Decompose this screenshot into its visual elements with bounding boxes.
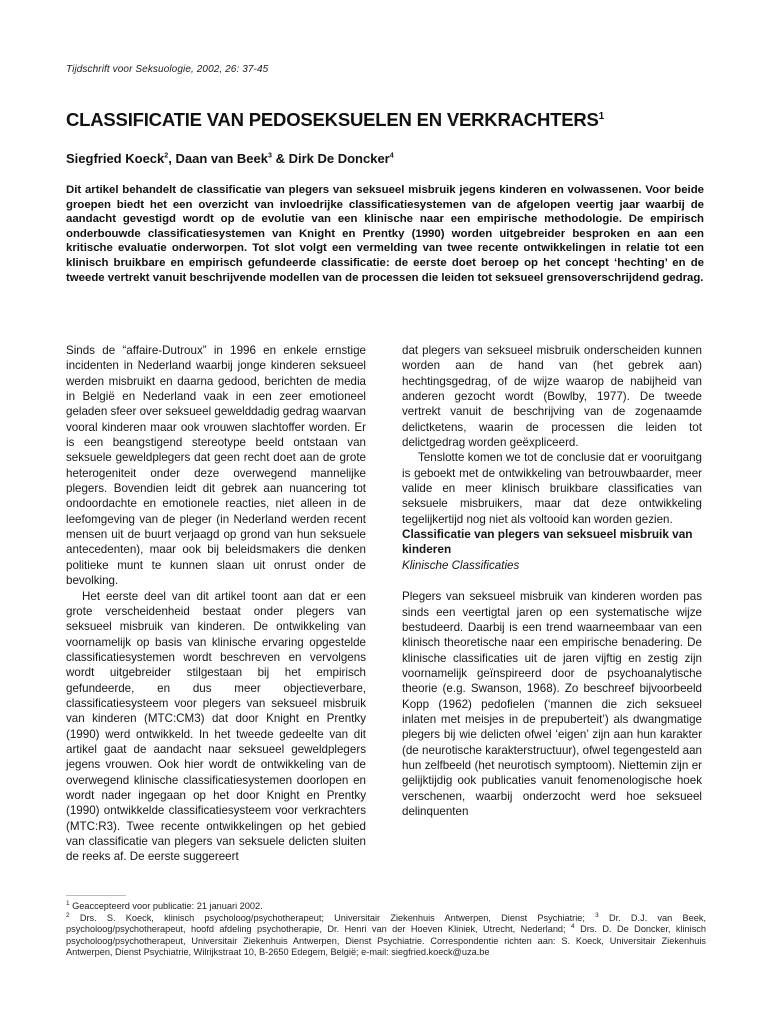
footnote-text: Dr. D.J. van Beek, psycholoog/psychotherapeut, hoofd afdeling psychotherapie, Dr. Henri van der Hoeven Kliniek, Utrecht, Nederland; — [66, 912, 706, 935]
footnote — [66, 901, 706, 913]
author-footnote-mark: 2 — [164, 151, 169, 160]
footnote-text: Drs. S. Koeck, klinisch psycholoog/psychotherapeut; Universitair Ziekenhuis Antwerpen, Dienst Psychiatrie; — [69, 912, 596, 923]
footnote — [66, 913, 706, 959]
author-footnote-mark: 4 — [389, 151, 394, 160]
footnote-text: Geaccepteerd voor publicatie: 21 januari 2002. — [69, 901, 263, 911]
title-footnote-mark: 1 — [598, 110, 605, 122]
left-column — [66, 343, 366, 865]
right-column — [402, 343, 702, 819]
body-paragraph: dat plegers van seksueel misbruik onderscheiden kunnen worden aan de hand van (het gebrek aan) hechtingsgedrag, of de wijze waarop de nabijheid van anderen gezocht wordt (Bowlby, 1977). De tweede vertrekt vanuit de beschrijving van de zogenaamde delictketens, waarin de processen die leiden tot delictgedrag worden geëxpliceerd. — [402, 344, 702, 450]
body-paragraph: Sinds de “affaire-Dutroux” in 1996 en enkele ernstige incidenten in Nederland waarbij jonge kinderen seksueel werden misbruikt en daarna gedood, berichten de media in België en Nederland vaak in een zeer emotioneel geladen sfeer over seksueel gewelddadig gedrag waarvan vooral kinderen maar ook vrouwen slachtoffer worden. Er is een beangstigend stereotype beeld ontstaan van seksuele geweldplegers dat geen recht doet aan de grote heterogeniteit onder deze overwegend mannelijke plegers. Bovendien leidt dit gebrek aan nuancering tot ondoordachte en emotionele reacties, niet alleen in de leefomgeving van de pleger (in Nederland werden recent mensen uit de buurt verjaagd op grond van hun seksuele antecedenten), maar ook bij beleidsmakers die denken politieke munt te kunnen slaan uit onrust onder de bevolking. — [66, 344, 366, 588]
footnote-mark: 1 — [66, 899, 70, 907]
author-name: Dirk De Doncker — [288, 151, 390, 166]
footnote-divider — [66, 895, 126, 896]
section-heading: Classificatie van plegers van seksueel misbruik van kinderen — [402, 527, 693, 557]
author-separator: & — [271, 151, 289, 166]
body-paragraph: Het eerste deel van dit artikel toont aan dat er een grote verscheidenheid bestaat onder plegers van seksueel misbruik van kinderen. De ontwikkeling van voornamelijk op basis van klinische ervaring opgestelde classificatiesystemen wordt beschreven en vervolgens wordt uitgebreider stilgestaan bij het empirisch gefundeerde, en dus meer objectieverbare, classificatiesysteem voor plegers van seksueel misbruik van kinderen (MTC:CM3) dat door Knight en Prentky (1990) werd ontwikkeld. In het tweede gedeelte van dit artikel gaat de aandacht naar seksueel geweldplegers jegens vrouwen. Ook hier wordt de ontwikkeling van de overwegend klinische classificatiesystemen doorlopen en wordt nader ingegaan op het door Knight en Prentky (1990) ontwikkelde classificatiesysteem voor verkrachters (MTC:R3). Twee recente ontwikkelingen op het gebied van classificatie van plegers van seksuele delicten sluiten de reeks af. De eerste suggereert — [66, 589, 366, 864]
footnote-text: Drs. D. De Doncker, klinisch psycholoog/psychotherapeut, Universitair Ziekenhuis Antwerpen, Dienst Psychiatrie. Correspondentie richten aan: S. Koeck, Universitair Ziekenhuis Antwerpen, Dienst Psychiatrie, Wilrijkstraat 10, B-2650 Edegem, België; e-mail: siegfried.koeck@uza.be — [66, 924, 707, 958]
footnote-mark: 2 — [66, 911, 70, 919]
abstract: Dit artikel behandelt de classificatie van plegers van seksueel misbruik jegens kinderen en volwassenen. Voor beide groepen biedt het een overzicht van invloedrijke classificatiesystemen van de afgelopen veertig jaar waarbij de aandacht gevestigd wordt op de evolutie van een klinische naar een empirische methodologie. De empirisch onderbouwde classificatiesystemen van Knight en Prentky (1990) worden uitgebreider besproken en aan een kritische evaluatie onderworpen. Tot slot volgt een vermelding van twee recente ontwikkelingen in relatie tot een klinisch bruikbare en empirisch gefundeerde classificatie: de eerste doet beroep op het concept ‘hechting’ en de tweede vertrekt vanuit beschrijvende modellen van de processen die leiden tot seksueel grensoverschrijdend gedrag. — [66, 184, 704, 284]
footnote-mark: 4 — [571, 923, 575, 931]
author-footnote-mark: 3 — [267, 151, 272, 160]
footnote-mark: 3 — [595, 911, 599, 919]
article-title-text: CLASSIFICATIE VAN PEDOSEKSUELEN EN VERKRACHTERS — [66, 109, 599, 130]
body-paragraph: Tenslotte komen we tot de conclusie dat er vooruitgang is geboekt met de ontwikkeling van betrouwbaarder, meer valide en meer klinisch bruikbare classificaties van seksuele misbruikers, maar dat deze ontwikkeling tegelijkertijd nog niet als voltooid kan worden gezien. — [402, 451, 702, 526]
author-separator: , — [168, 151, 176, 166]
body-paragraph: Plegers van seksueel misbruik van kinderen worden pas sinds een veertigtal jaren op een systematische wijze bestudeerd. Daarbij is een trend waarneembaar van een klinisch theoretische naar een empirische benadering. De klinische classificaties uit de jaren vijftig en zestig zijn voornamelijk geïnspireerd door de psychoanalytische theorie (e.g. Swanson, 1968). Zo beschreef bijvoorbeeld Kopp (1962) pedofielen (‘mannen die zich seksueel inlaten met meisjes in de prepuberteit’) als dwangmatige plegers bij wie delicten ofwel ‘eigen’ zijn aan hun karakter (de neurotische karakterstructuur), ofwel tegengesteld aan hun zelfbeeld (het neurotisch symptoom). Niettemin zijn er gelijktijdig ook publicaties vanuit fenomenologische hoek verschenen, waarbij onderzocht werd hoe seksueel delinquenten — [402, 590, 702, 818]
subsection-heading: Klinische Classificaties — [402, 558, 520, 572]
journal-header: Tijdschrift voor Seksuologie, 2002, 26: 37-45 — [66, 64, 269, 75]
author-name: Daan van Beek — [175, 151, 268, 166]
author-list — [66, 151, 394, 166]
footnotes — [66, 901, 706, 959]
article-title — [66, 109, 706, 131]
author-name: Siegfried Koeck — [66, 151, 165, 166]
